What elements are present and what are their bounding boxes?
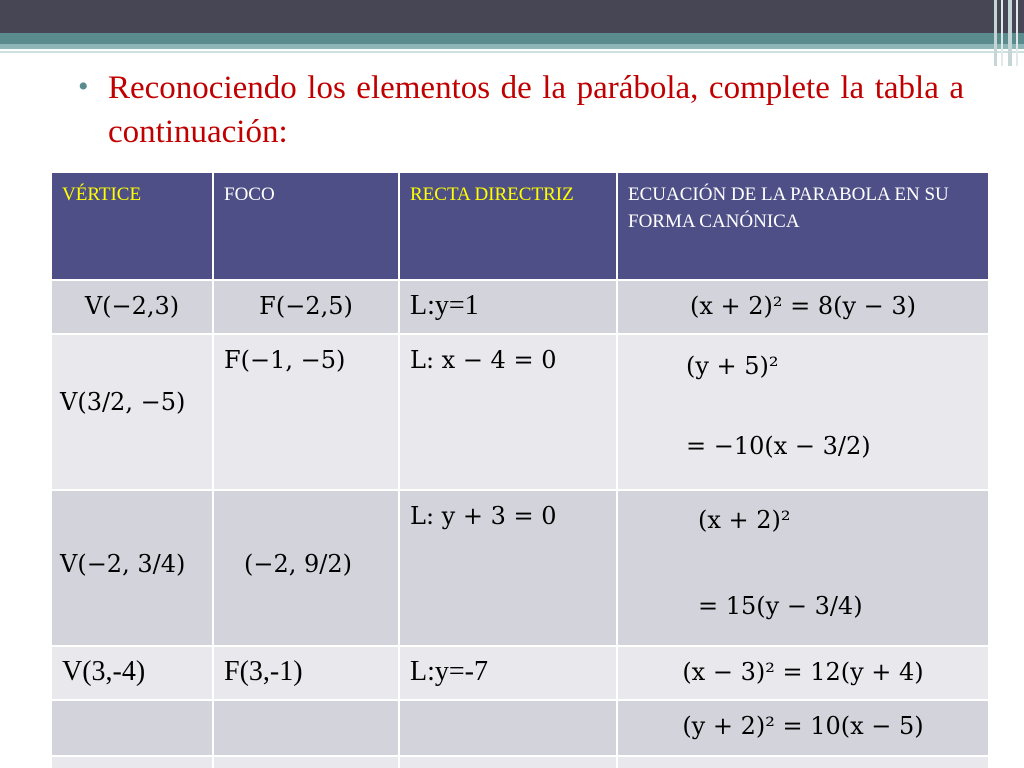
equation-value: (y + 2)² = 10(x − 5) — [682, 712, 924, 740]
cell-focus — [214, 281, 398, 333]
vertex-value: V(−2,3) — [84, 292, 180, 320]
directrix-value: L:y=1 — [410, 290, 479, 321]
parabola-table — [52, 173, 988, 768]
focus-value: F(−2,5) — [259, 292, 353, 320]
equation-value: (x − 3)² = 12(y + 4) — [682, 658, 924, 686]
cell-empty — [400, 757, 616, 768]
header-equation: ECUACIÓN DE LA PARABOLA EN SU FORMA CANÓNICA — [618, 173, 988, 279]
cell-focus — [214, 335, 398, 489]
vertex-value: V(3,-4) — [62, 656, 146, 687]
header-directrix: RECTA DIRECTRIZ — [400, 173, 616, 279]
divider-line-light — [0, 51, 1024, 53]
directrix-value: L:y=-7 — [410, 656, 488, 687]
focus-value: F(3,-1) — [224, 656, 303, 687]
vertex-value: V(3/2, −5) — [60, 388, 186, 416]
cell-directrix — [400, 647, 616, 699]
cell-focus — [214, 701, 398, 755]
cell-equation — [618, 701, 988, 755]
cell-equation — [618, 491, 988, 645]
equation-line1: (y + 5)² — [686, 352, 779, 380]
instruction-text: Reconociendo los elementos de la parábola, complete la tabla a continuación: — [108, 70, 964, 150]
directrix-value: L: x − 4 = 0 — [410, 346, 557, 374]
cell-vertex — [52, 281, 212, 333]
cell-empty — [52, 757, 212, 768]
focus-value: F(−1, −5) — [224, 346, 346, 374]
cell-directrix — [400, 701, 616, 755]
decor-bar — [1016, 0, 1018, 66]
title-bar — [0, 0, 1024, 33]
equation-line1: (x + 2)² — [698, 506, 791, 534]
decor-bar — [994, 0, 997, 66]
decor-bar — [1008, 0, 1012, 66]
header-vertex: VÉRTICE — [52, 173, 212, 279]
bullet-dot-icon: • — [78, 70, 89, 103]
cell-directrix — [400, 335, 616, 489]
cell-equation — [618, 647, 988, 699]
equation-line2: = 15(y − 3/4) — [698, 592, 863, 620]
cell-directrix — [400, 281, 616, 333]
cell-vertex — [52, 647, 212, 699]
cell-equation — [618, 281, 988, 333]
cell-empty — [214, 757, 398, 768]
equation-value: (x + 2)² = 8(y − 3) — [689, 292, 917, 320]
cell-empty — [618, 757, 988, 768]
cell-vertex — [52, 491, 212, 645]
cell-directrix — [400, 491, 616, 645]
decor-bar — [1001, 0, 1003, 66]
focus-value: (−2, 9/2) — [244, 550, 352, 578]
cell-vertex — [52, 335, 212, 489]
cell-focus — [214, 647, 398, 699]
cell-focus — [214, 491, 398, 645]
teal-stripe — [0, 33, 1024, 44]
equation-line2: = −10(x − 3/2) — [686, 432, 871, 460]
cell-equation — [618, 335, 988, 489]
header-focus: FOCO — [214, 173, 398, 279]
vertex-value: V(−2, 3/4) — [60, 550, 186, 578]
cell-vertex — [52, 701, 212, 755]
directrix-value: L: y + 3 = 0 — [410, 502, 557, 530]
